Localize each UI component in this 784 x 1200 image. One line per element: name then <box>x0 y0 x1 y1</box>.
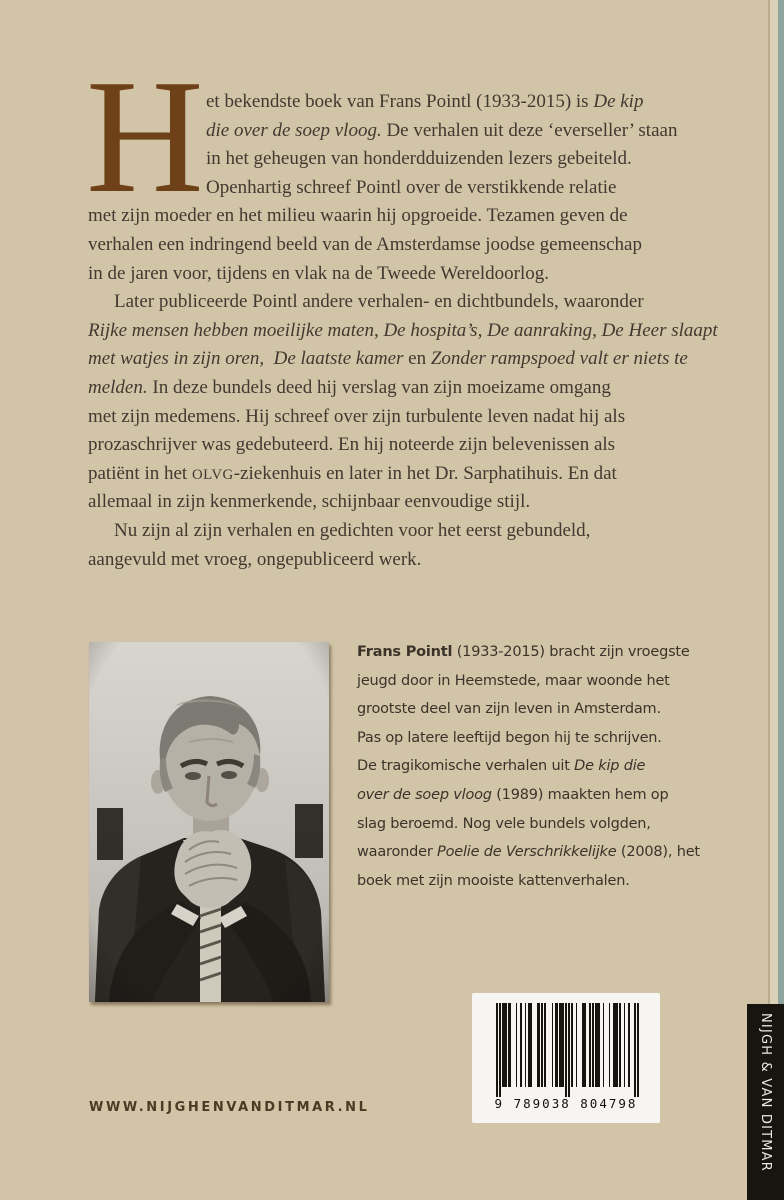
text-line <box>357 752 707 781</box>
text-segment: Frans Pointl <box>357 644 453 660</box>
publisher-name-vertical: NIJGH & VAN DITMAR <box>758 1013 773 1172</box>
barcode-bar <box>528 1003 533 1087</box>
barcode-bar <box>541 1003 543 1087</box>
text-line <box>357 638 707 667</box>
text-segment: Later publiceerde Pointl andere verhalen- en dichtbundels, waaronder <box>114 291 644 313</box>
text-line <box>88 117 710 146</box>
back-cover-blurb <box>88 88 718 574</box>
barcode-bar <box>499 1003 501 1097</box>
text-segment: waaronder <box>357 844 438 861</box>
text-line <box>88 317 718 346</box>
text-segment: (1933-2015) bracht zijn vroegste <box>452 644 690 660</box>
author-photo <box>89 642 329 1002</box>
text-segment: OLVG <box>191 466 234 483</box>
text-segment: Zonder rampspoed valt er niets te <box>430 348 688 370</box>
text-segment: Nu zijn al zijn verhalen en gedichten voor het eerst gebundeld, <box>114 519 591 541</box>
barcode-bar <box>624 1003 626 1087</box>
text-segment: (1989) maakten hem op <box>491 786 669 803</box>
barcode-bar <box>568 1003 570 1097</box>
text-segment: jeugd door in Heemstede, maar woonde het <box>357 672 670 689</box>
text-segment: over de soep vloog <box>357 786 492 803</box>
barcode-bar <box>576 1003 578 1087</box>
barcode-bar <box>571 1003 573 1087</box>
text-segment: In deze bundels deed hij verslag van zijn moeizame omgang <box>147 376 611 398</box>
author-photo-graphic <box>89 642 329 1002</box>
barcode-bar <box>609 1003 611 1087</box>
barcode-bar <box>559 1003 564 1087</box>
text-segment: in het geheugen van honderdduizenden lezers gebeiteld. <box>206 148 632 170</box>
barcode-bar <box>502 1003 507 1087</box>
text-line <box>88 517 710 546</box>
text-segment: prozaschrijver was gedebuteerd. En hij noteerde zijn belevenissen als <box>88 434 616 456</box>
barcode-bar <box>595 1003 600 1087</box>
barcode-bar <box>634 1003 636 1097</box>
text-segment: slag beroemd. Nog vele bundels volgden, <box>357 815 651 832</box>
text-segment: De kip die <box>574 758 646 775</box>
barcode-bar <box>565 1003 567 1097</box>
text-line <box>88 431 710 460</box>
text-segment: verhalen een indringend beeld van de Amsterdamse joodse gemeenschap <box>88 233 642 255</box>
text-segment: De kip <box>593 91 644 112</box>
barcode-bar <box>537 1003 540 1087</box>
text-line <box>88 288 710 317</box>
paragraph <box>88 288 718 517</box>
paragraph <box>88 517 710 574</box>
barcode-bar <box>516 1003 518 1087</box>
text-segment: -ziekenhuis en later in het Dr. Sarphatihuis. En dat <box>233 462 617 484</box>
paragraph <box>88 88 710 288</box>
publisher-website: WWW.NIJGHENVANDITMAR.NL <box>89 1100 370 1115</box>
text-line <box>88 174 710 203</box>
text-line <box>88 488 710 517</box>
text-line <box>88 231 710 260</box>
text-segment: aangevuld met vroeg, ongepubliceerd werk. <box>88 548 422 570</box>
barcode-bar <box>592 1003 594 1087</box>
barcode-bar <box>544 1003 546 1087</box>
text-line <box>357 724 707 753</box>
barcode-bar <box>555 1003 558 1087</box>
text-segment: met zijn medemens. Hij schreef over zijn turbulente leven nadat hij als <box>88 405 626 427</box>
text-segment: met zijn moeder en het milieu waarin hij opgroeide. Tezamen geven de <box>88 205 628 227</box>
text-line <box>357 695 707 724</box>
barcode-bar <box>589 1003 591 1087</box>
author-bio <box>357 638 707 895</box>
barcode-bar <box>508 1003 511 1087</box>
text-line <box>88 88 710 117</box>
text-line <box>357 810 707 839</box>
barcode-bar <box>520 1003 522 1087</box>
text-segment: (2008), het <box>616 844 700 861</box>
text-segment: De tragikomische verhalen uit <box>357 758 575 775</box>
text-line <box>88 403 710 432</box>
text-line <box>357 781 707 810</box>
text-segment: De verhalen uit deze ‘everseller’ staan <box>381 119 678 141</box>
text-segment: boek met zijn mooiste kattenverhalen. <box>357 872 630 889</box>
text-segment: met watjes in zijn oren, De laatste kamer <box>88 348 404 370</box>
text-line <box>357 667 707 696</box>
barcode-bar <box>628 1003 630 1087</box>
text-line <box>357 838 707 867</box>
barcode-bar <box>496 1003 498 1097</box>
text-line <box>88 145 710 174</box>
barcode-bar <box>582 1003 587 1087</box>
text-segment: Openhartig schreef Pointl over de verstikkende relatie <box>206 176 617 198</box>
text-segment: et bekendste boek van Frans Pointl (1933-2015) is <box>206 91 594 112</box>
spine-strip <box>747 1004 784 1200</box>
text-line <box>88 460 710 489</box>
text-line <box>357 867 707 896</box>
text-segment: melden. <box>88 376 148 398</box>
barcode-bar <box>637 1003 639 1097</box>
text-segment: patiënt in het <box>88 462 192 484</box>
text-segment: Poelie de Verschrikkelijke <box>437 844 617 861</box>
text-segment: Rijke mensen hebben moeilijke maten, De hospita’s, De aanraking, De Heer slaapt <box>88 319 718 341</box>
barcode-bar <box>603 1003 605 1087</box>
text-segment: in de jaren voor, tijdens en vlak na de Tweede Wereldoorlog. <box>88 262 550 284</box>
barcode-bar <box>525 1003 527 1087</box>
text-line <box>88 546 710 575</box>
text-segment: grootste deel van zijn leven in Amsterdam. <box>357 701 661 718</box>
isbn-number: 9 789038 804798 <box>494 1096 638 1111</box>
text-segment: die over de soep vloog. <box>206 119 382 141</box>
drop-cap: H <box>86 47 204 227</box>
barcode-bar <box>619 1003 621 1087</box>
text-segment: Pas op latere leeftijd begon hij te schrijven. <box>357 729 662 746</box>
barcode-bar <box>552 1003 554 1087</box>
isbn-barcode <box>472 993 660 1123</box>
text-line <box>88 202 710 231</box>
barcode-bar <box>613 1003 618 1087</box>
text-line <box>88 260 710 289</box>
text-segment: allemaal in zijn kenmerkende, schijnbaar eenvoudige stijl. <box>88 491 531 513</box>
text-line <box>88 374 710 403</box>
text-line <box>88 345 710 374</box>
text-segment: en <box>403 348 431 370</box>
